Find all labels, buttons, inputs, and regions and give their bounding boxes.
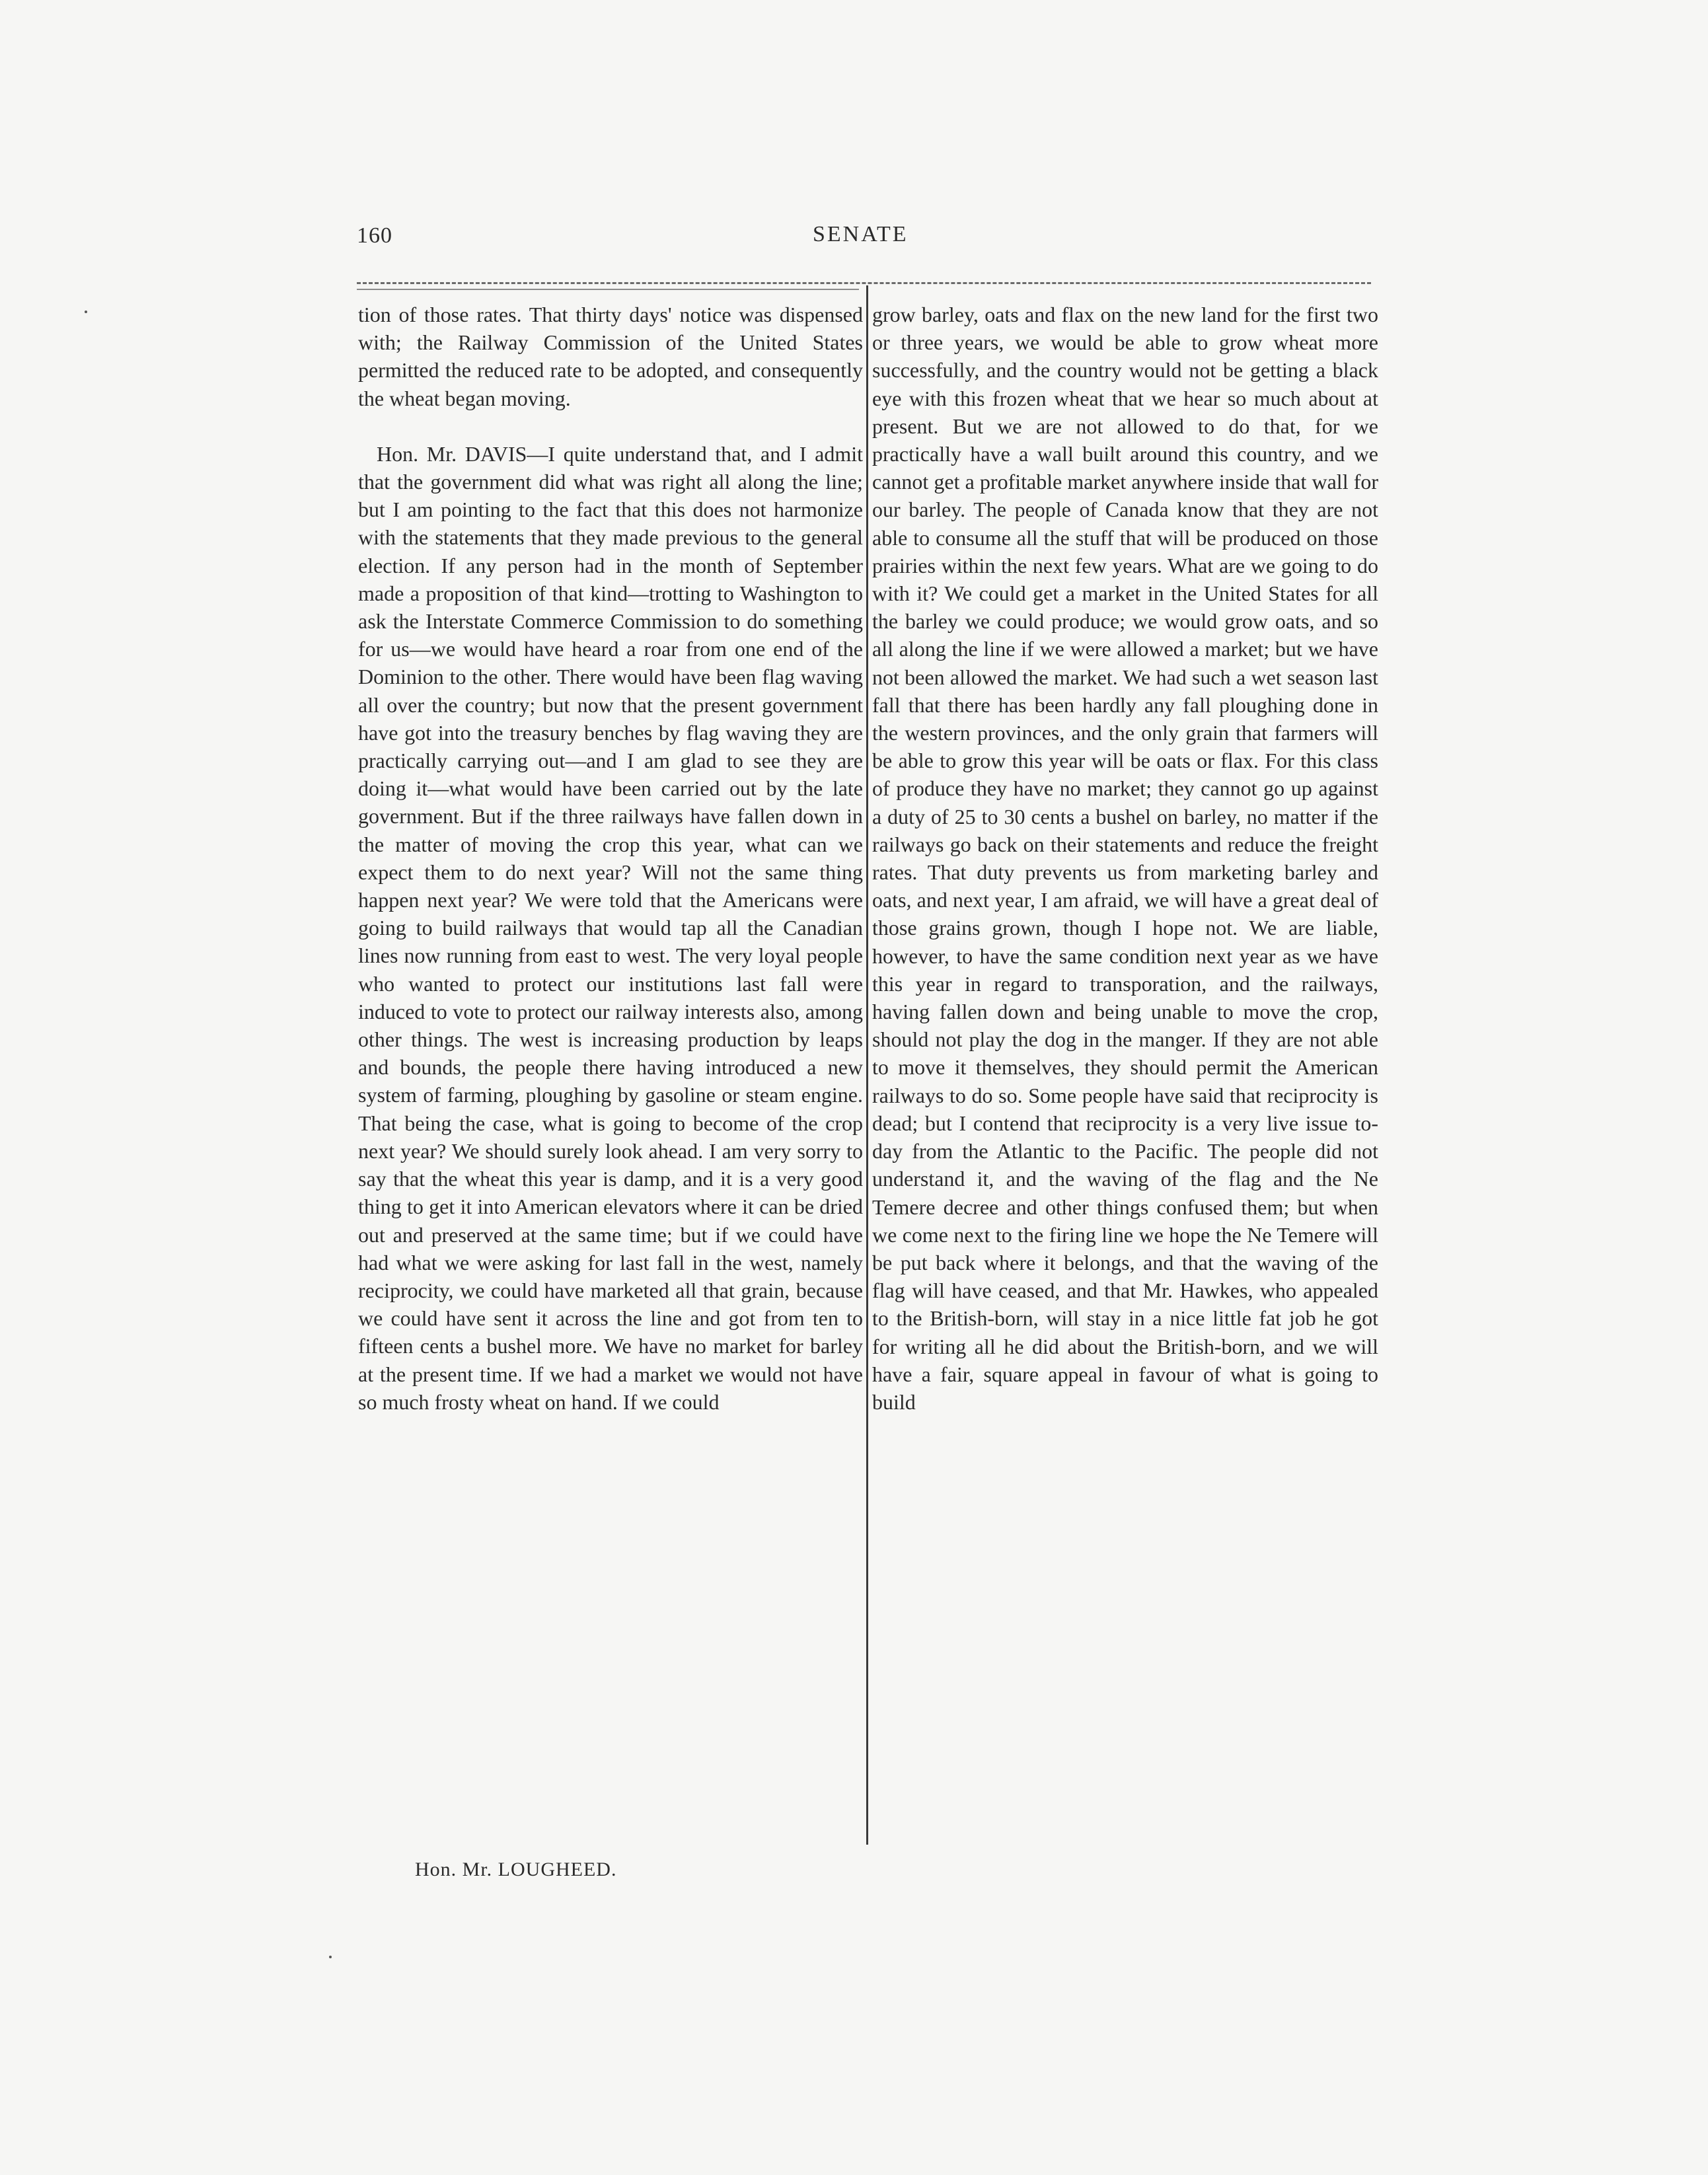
left-paragraph-continuation: tion of those rates. That thirty days' notice was dispensed with; the Railway Commission of the United States permitted the reduced rate to be adopted, and consequently the wheat began moving. <box>358 303 863 410</box>
paragraph-spacer <box>358 412 863 440</box>
header-rule <box>357 282 1371 284</box>
header-rule-secondary <box>357 289 859 290</box>
scan-speck <box>85 311 87 313</box>
column-divider <box>866 285 868 1845</box>
right-paragraph-continuation: grow barley, oats and flax on the new land for the first two or three years, we would be able to grow wheat more successfully, and the country would not be getting a black eye with this frozen wheat that we hear so much about at present. But we are not allowed to do that, for we practically have a wall built around this country, and we cannot get a profitable market anywhere inside that wall for our barley. The people of Canada know that they are not able to consume all the stuff that will be produced on those prairies within the next few years. What are we going to do with it? We could get a market in the United States for all the barley we could produce; we would grow oats, and so all along the line if we were allowed a market; but we have not been allowed the market. We had such a wet season last fall that there has been hardly any fall ploughing done in the western provinces, and the only grain that farmers will be able to grow this year will be oats or flax. For this class of produce they have no market; they cannot go up against a duty of 25 to 30 cents a bushel on barley, no matter if the railways go back on their statements and reduce the freight rates. That duty prevents us from marketing barley and oats, and next year, I am afraid, we will have a great deal of those grains grown, though I hope not. We are liable, however, to have the same condition next year as we have this year in regard to transporation, and the railways, having fallen down and being unable to move the crop, should not play the dog in the manger. If they are not able to move it themselves, they should permit the American railways to do so. Some people have said that reciprocity is dead; but I contend that reciprocity is a very live issue to-day from the Atlantic to the Pacific. The people did not understand it, and the waving of the flag and the Ne Temere decree and other things confused them; but when we come next to the firing line we hope the Ne Temere will be put back where it belongs, and that the waving of the flag will have ceased, and that Mr. Hawkes, who appealed to the British-born, will stay in a nice little fat job he got for writing all he did about the British-born, and we will have a fair, square appeal in favour of what is going to build <box>872 303 1378 1414</box>
footer-speaker-note: Hon. Mr. LOUGHEED. <box>415 1859 617 1880</box>
right-column <box>872 301 1378 1416</box>
page-number: 160 <box>357 223 392 248</box>
left-paragraph-davis-speech: Hon. Mr. DAVIS—I quite understand that, and I admit that the government did what was right all along the line; but I am pointing to the fact that this does not harmonize with the statements that they made previous to the general election. If any person had in the month of September made a proposition of that kind—trotting to Washington to ask the Interstate Commerce Commission to do something for us—we would have heard a roar from one end of the Dominion to the other. There would have been flag waving all over the country; but now that the present government have got into the treasury benches by flag waving they are practically carrying out—and I am glad to see they are doing it—what would have been carried out by the late government. But if the three railways have fallen down in the matter of moving the crop this year, what can we expect them to do next year? Will not the same thing happen next year? We were told that the Americans were going to build railways that would tap all the Canadian lines now running from east to west. The very loyal people who wanted to protect our institutions last fall were induced to vote to protect our railway interests also, among other things. The west is increasing production by leaps and bounds, the people there having introduced a new system of farming, ploughing by gasoline or steam engine. That being the case, what is going to become of the crop next year? We should surely look ahead. I am very sorry to say that the wheat this year is damp, and it is a very good thing to get it into American elevators where it can be dried out and preserved at the same time; but if we could have had what we were asking for last fall in the west, namely reciprocity, we could have marketed all that grain, because we could have sent it across the line and got from ten to fifteen cents a bushel more. We have no market for barley at the present time. If we had a market we would not have so much frosty wheat on hand. If we could <box>358 441 863 1414</box>
left-column <box>358 301 863 1416</box>
running-head: SENATE <box>813 222 909 246</box>
scan-speck <box>329 1956 332 1958</box>
